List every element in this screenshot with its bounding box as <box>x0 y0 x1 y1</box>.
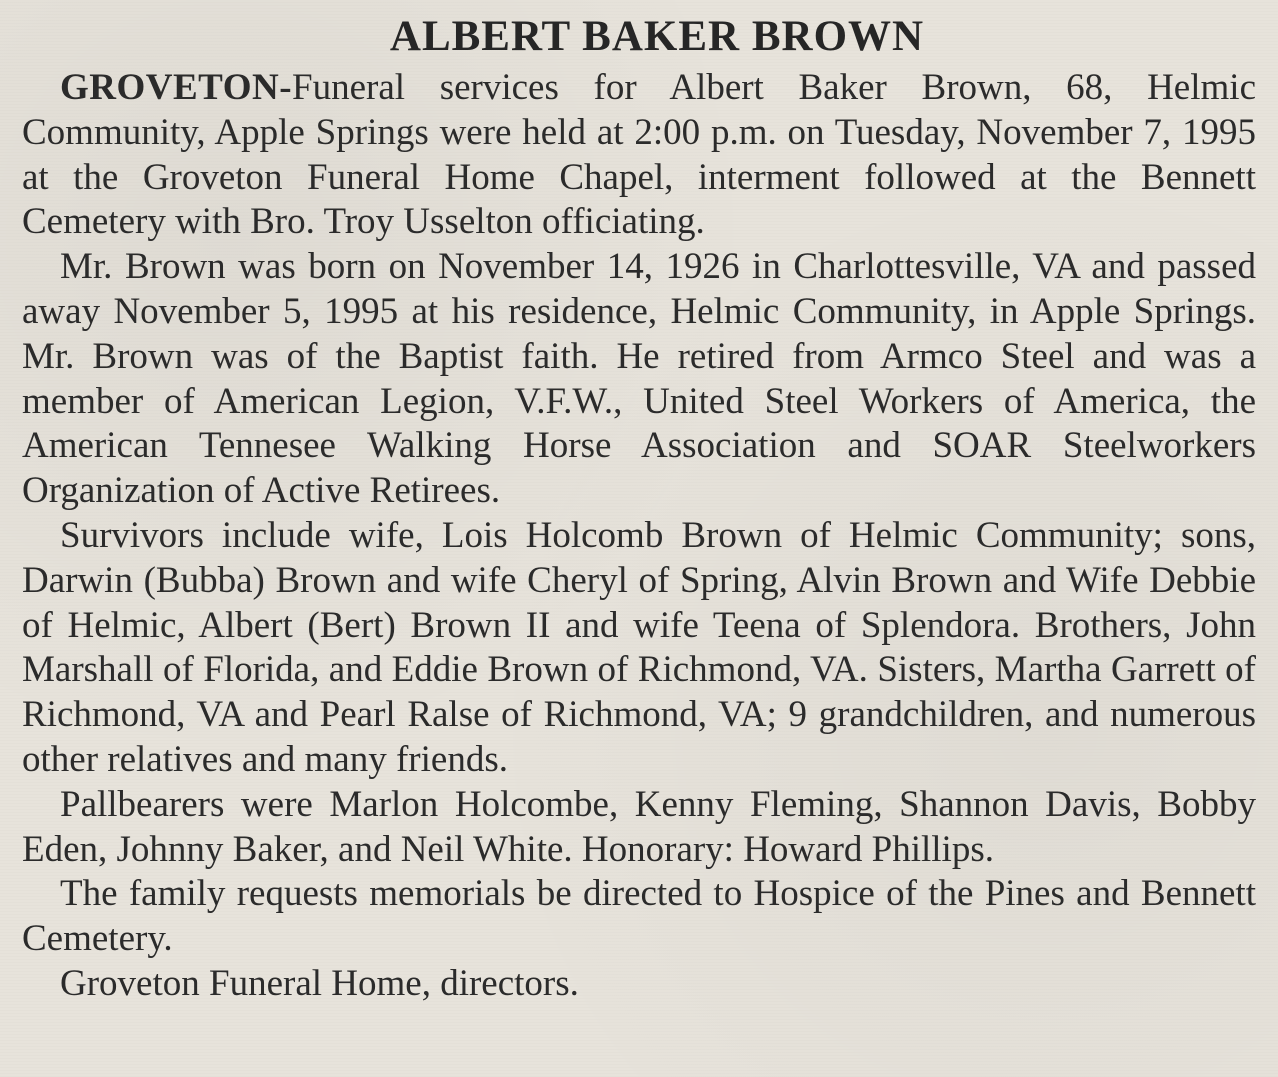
paragraph-survivors: Survivors include wife, Lois Holcomb Brown of Helmic Community; sons, Darwin (Bubba) Brown and wife Cheryl of Spring, Alvin Brown and Wife Debbie of Helmic, Albert (Bert) Brown II and wife Teena of Splendora. Brothers, John Marshall of Florida, and Eddie Brown of Richmond, VA. Sisters, Martha Garrett of Richmond, VA and Pearl Ralse of Richmond, VA; 9 grandchildren, and numerous other relatives and many friends. <box>22 514 1256 780</box>
paragraph-directors: Groveton Funeral Home, directors. <box>60 962 579 1004</box>
paragraph-services <box>22 66 1256 245</box>
obituary-title: ALBERT BAKER BROWN <box>389 13 925 60</box>
paragraph-memorials: The family requests memorials be directed to Hospice of the Pines and Bennett Cemetery. <box>22 873 1256 960</box>
dateline: GROVETON- <box>60 67 293 108</box>
paragraph-biography: Mr. Brown was born on November 14, 1926 in Charlottesville, VA and passed away November 5, 1995 at his residence, Helmic Community, in Apple Springs. Mr. Brown was of the Baptist faith. He retired from Armco Steel and was a member of American Legion, V.F.W., United Steel Workers of America, the American Tennesee Walking Horse Association and SOAR Steelworkers Organization of Active Retirees. <box>22 246 1256 512</box>
paragraph-pallbearers: Pallbearers were Marlon Holcombe, Kenny Fleming, Shannon Davis, Bobby Eden, Johnny Baker, and Neil White. Honorary: Howard Phillips. <box>22 783 1256 870</box>
services-text: Funeral services for Albert Baker Brown, 68, Helmic Community, Apple Springs were held at 2:00 p.m. on Tuesday, November 7, 1995 at the Groveton Funeral Home Chapel, interment followed at the Bennett Cemetery with Bro. Troy Usselton officiating. <box>22 67 1256 243</box>
